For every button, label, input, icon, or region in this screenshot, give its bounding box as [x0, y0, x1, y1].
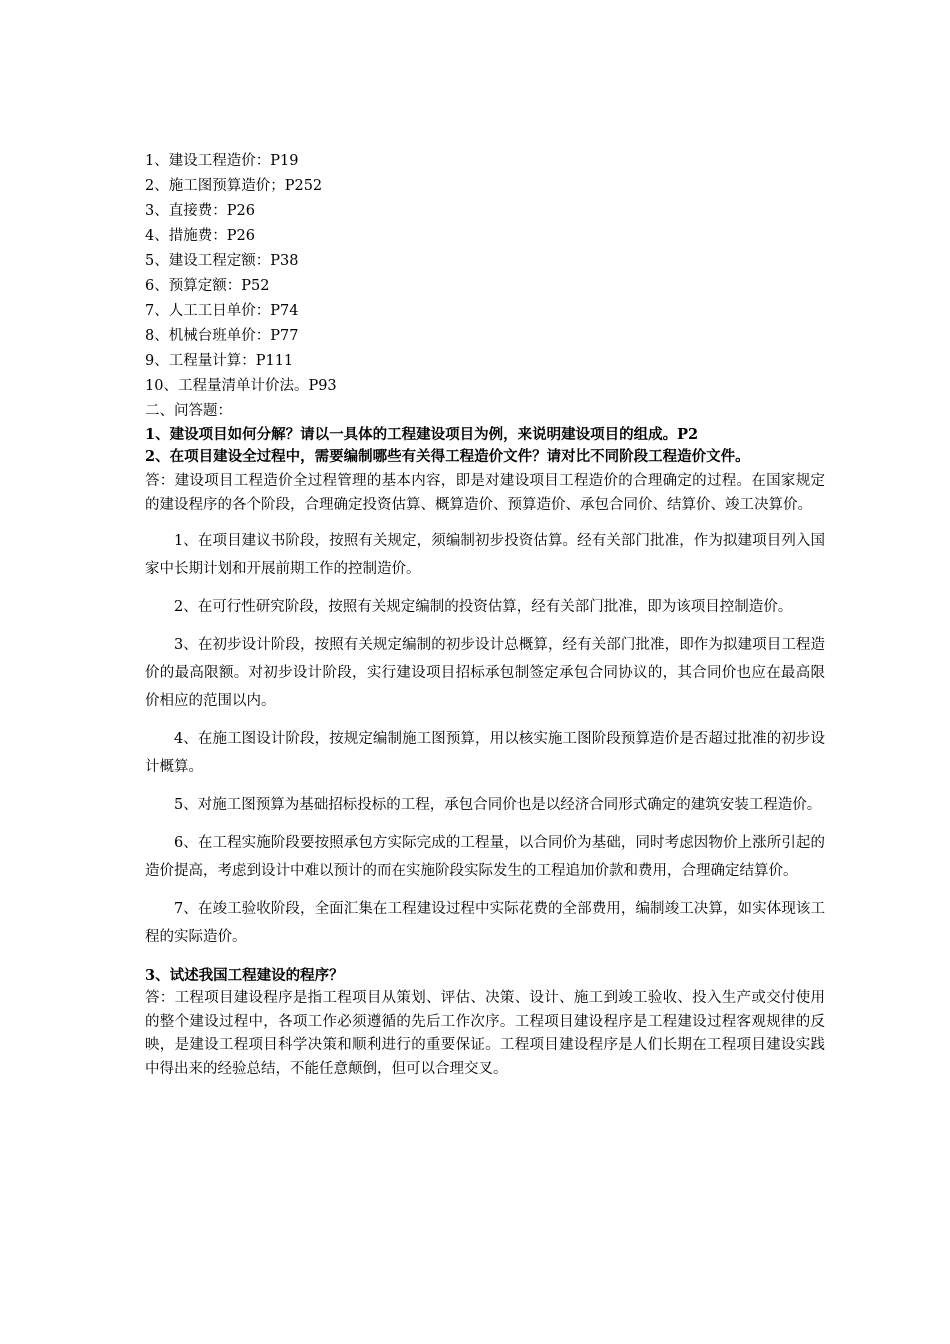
- question-2-answer-intro: 答：建设项目工程造价全过程管理的基本内容，即是对建设项目工程造价的合理确定的过程。在国家规定的建设程序的各个阶段，合理确定投资估算、概算造价、预算造价、承包合同价、结算价、竣工决算价。: [145, 473, 825, 513]
- question-3-answer: 答：工程项目建设程序是指工程项目从策划、评估、决策、设计、施工到竣工验收、投入生产或交付使用的整个建设过程中，各项工作必须遵循的先后工作次序。工程项目建设程序是工程建设过程客观规律的反映，是建设工程项目科学决策和顺利进行的重要保证。工程项目建设程序是人们长期在工程项目建设实践中得出来的经验总结，不能任意颠倒，但可以合理交叉。: [145, 990, 825, 1077]
- definition-item: 3、直接费：P26: [145, 203, 255, 219]
- definition-item: 6、预算定额：P52: [145, 278, 270, 294]
- section-two-title: 二、问答题：: [145, 403, 232, 419]
- definition-item: 5、建设工程定额：P38: [145, 253, 299, 269]
- answer-step: 7、在竣工验收阶段，全面汇集在工程建设过程中实际花费的全部费用，编制竣工决算，如实体现该工程的实际造价。: [145, 901, 825, 945]
- definition-item: 10、工程量清单计价法。P93: [145, 378, 337, 394]
- document-page: [145, 149, 825, 1081]
- definition-item: 4、措施费：P26: [145, 228, 255, 244]
- answer-step: 6、在工程实施阶段要按照承包方实际完成的工程量，以合同价为基础，同时考虑因物价上涨所引起的造价提高，考虑到设计中难以预计的而在实施阶段实际发生的工程追加价款和费用，合理确定结算价。: [145, 835, 825, 879]
- definition-item: 8、机械台班单价：P77: [145, 328, 299, 344]
- answer-step: 3、在初步设计阶段，按照有关规定编制的初步设计总概算，经有关部门批准，即作为拟建项目工程造价的最高限额。对初步设计阶段，实行建设项目招标承包制签定承包合同协议的，其合同价也应在最高限价相应的范围以内。: [145, 637, 825, 709]
- question-3: 3、试述我国工程建设的程序？: [145, 967, 344, 984]
- definition-item: 1、建设工程造价：P19: [145, 153, 299, 169]
- answer-step: 5、对施工图预算为基础招标投标的工程，承包合同价也是以经济合同形式确定的建筑安装工程造价。: [174, 797, 822, 813]
- definition-list: [145, 149, 825, 399]
- answer-step: 4、在施工图设计阶段，按规定编制施工图预算，用以核实施工图阶段预算造价是否超过批准的初步设计概算。: [145, 731, 825, 775]
- definition-item: 2、施工图预算造价；P252: [145, 178, 323, 194]
- question-2: 2、在项目建设全过程中，需要编制哪些有关得工程造价文件？请对比不同阶段工程造价文件。: [145, 448, 750, 465]
- answer-step: 1、在项目建议书阶段，按照有关规定，须编制初步投资估算。经有关部门批准，作为拟建项目列入国家中长期计划和开展前期工作的控制造价。: [145, 533, 825, 577]
- question-1: 1、建设项目如何分解？请以一具体的工程建设项目为例，来说明建设项目的组成。P2: [145, 426, 699, 443]
- answer-step: 2、在可行性研究阶段，按照有关规定编制的投资估算，经有关部门批准，即为该项目控制造价。: [174, 599, 793, 615]
- definition-item: 7、人工工日单价：P74: [145, 303, 299, 319]
- definition-item: 9、工程量计算：P111: [145, 353, 294, 369]
